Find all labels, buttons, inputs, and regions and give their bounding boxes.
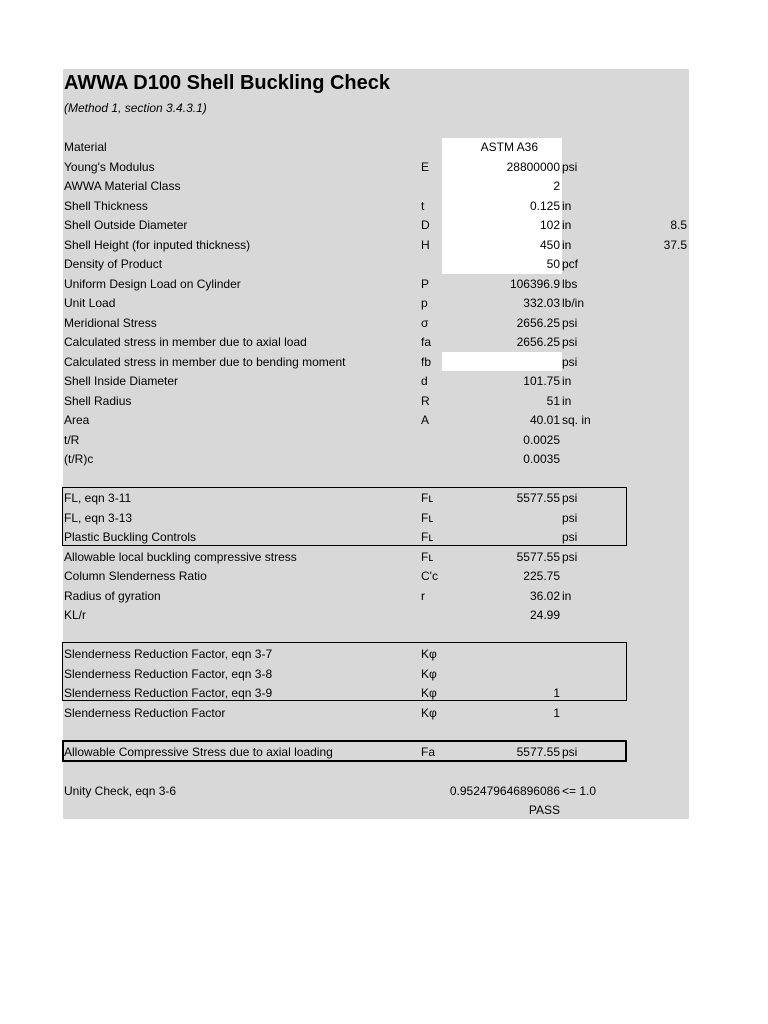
row-unit: psi	[562, 315, 578, 330]
row-symbol: r	[421, 588, 425, 603]
row-symbol: A	[421, 413, 430, 427]
table-row	[0, 372, 768, 391]
page-title: AWWA D100 Shell Buckling Check	[64, 72, 391, 94]
row-unit: psi	[562, 530, 578, 544]
row-unit: psi	[562, 510, 578, 525]
table-row	[0, 138, 768, 157]
row-unit: psi	[562, 335, 578, 349]
table-row	[0, 314, 768, 333]
row-label: Slenderness Reduction Factor, eqn 3-7	[64, 647, 273, 661]
table-row	[0, 567, 768, 586]
row-unit: psi	[562, 549, 578, 564]
row-unit: lbs	[562, 276, 578, 291]
table-row	[0, 723, 768, 742]
row-label: FL, eqn 3-11	[64, 491, 132, 505]
row-symbol: R	[421, 393, 430, 408]
row-unit: in	[562, 588, 572, 603]
row-unit: in	[562, 237, 572, 252]
table-row	[0, 450, 768, 469]
table-row	[0, 275, 768, 294]
row-label: Shell Outside Diameter	[64, 218, 188, 232]
row-label: Unit Load	[64, 296, 116, 310]
table-row	[0, 353, 768, 372]
row-label: Shell Radius	[64, 393, 132, 408]
row-label: Allowable Compressive Stress due to axial loading	[64, 744, 333, 759]
table-row	[0, 743, 768, 762]
row-label: Slenderness Reduction Factor, eqn 3-9	[64, 686, 273, 700]
row-label: Slenderness Reduction Factor	[64, 705, 226, 720]
row-value: 332.03	[523, 296, 560, 310]
table-row	[0, 431, 768, 450]
row-label: KL/r	[64, 608, 87, 622]
row-value: 1	[553, 686, 560, 700]
table-row	[0, 606, 768, 625]
table-row	[0, 782, 768, 801]
row-symbol: Fʟ	[421, 491, 434, 505]
table-row	[0, 470, 768, 489]
row-unit: in	[562, 218, 572, 232]
table-row	[0, 704, 768, 723]
row-label: FL, eqn 3-13	[64, 510, 133, 525]
row-unit: psi	[562, 159, 578, 174]
row-value: 106396.9	[509, 276, 560, 291]
row-label: Shell Thickness	[64, 198, 148, 213]
row-label: AWWA Material Class	[64, 179, 181, 193]
row-value: 102	[539, 218, 560, 232]
row-label: Radius of gyration	[64, 588, 161, 603]
row-symbol: D	[421, 218, 430, 232]
row-value: 0.0035	[523, 452, 560, 466]
row-symbol: t	[421, 198, 425, 213]
row-symbol: E	[421, 159, 430, 174]
row-symbol: C'c	[421, 569, 438, 583]
table-row	[0, 236, 768, 255]
row-unit: in	[562, 393, 572, 408]
table-row	[0, 665, 768, 684]
table-row	[0, 177, 768, 196]
row-symbol: Kφ	[421, 647, 437, 661]
row-label: Shell Height (for inputed thickness)	[64, 237, 251, 252]
row-value: 2656.25	[516, 315, 560, 330]
row-label: Material	[64, 140, 107, 154]
row-value: 40.01	[529, 413, 560, 427]
table-row	[0, 158, 768, 177]
row-value: 24.99	[529, 608, 560, 622]
row-value: 0.0025	[523, 432, 560, 447]
table-row	[0, 411, 768, 430]
row-unit: in	[562, 198, 572, 213]
row-value: 28800000	[506, 159, 560, 174]
table-row	[0, 294, 768, 313]
row-label: Slenderness Reduction Factor, eqn 3-8	[64, 666, 273, 681]
table-row	[0, 645, 768, 664]
row-value: 36.02	[529, 588, 560, 603]
row-label: Density of Product	[64, 257, 163, 271]
row-symbol: Fʟ	[421, 549, 434, 564]
row-symbol: H	[421, 237, 430, 252]
row-value: 51	[546, 393, 560, 408]
row-value: 5577.55	[516, 549, 560, 564]
row-value: 2656.25	[516, 335, 560, 349]
row-label: Young's Modulus	[64, 159, 155, 174]
table-row	[0, 489, 768, 508]
row-symbol: Fʟ	[421, 510, 434, 525]
row-label: Meridional Stress	[64, 315, 157, 330]
row-value: 0.952479646896086	[449, 783, 560, 798]
page-subtitle: (Method 1, section 3.4.3.1)	[64, 101, 207, 115]
row-label: Column Slenderness Ratio	[64, 569, 207, 583]
table-row	[0, 801, 768, 820]
table-row	[0, 762, 768, 781]
row-label: Allowable local buckling compressive stress	[64, 549, 297, 564]
row-symbol: p	[421, 296, 428, 310]
row-label: Plastic Buckling Controls	[64, 530, 197, 544]
table-row	[0, 548, 768, 567]
row-label: Calculated stress in member due to bending moment	[64, 354, 346, 369]
row-unit: <= 1.0	[562, 783, 597, 798]
row-symbol: Fʟ	[421, 530, 434, 544]
row-label: Shell Inside Diameter	[64, 374, 179, 388]
row-value: 5577.55	[516, 491, 560, 505]
row-value: 2	[553, 179, 560, 193]
table-row	[0, 509, 768, 528]
table-row	[0, 684, 768, 703]
table-row	[0, 626, 768, 645]
row-unit: lb/in	[562, 296, 585, 310]
row-value: 225.75	[523, 569, 560, 583]
row-symbol: σ	[421, 315, 429, 330]
row-symbol: d	[421, 374, 428, 388]
row-label: Unity Check, eqn 3-6	[64, 783, 177, 798]
row-symbol: fb	[421, 354, 432, 369]
table-row	[0, 528, 768, 547]
row-symbol: fa	[421, 335, 432, 349]
row-extra: 8.5	[670, 218, 687, 232]
table-row	[0, 333, 768, 352]
row-unit: psi	[562, 491, 578, 505]
row-symbol: Fa	[421, 744, 436, 759]
row-label: Uniform Design Load on Cylinder	[64, 276, 241, 291]
table-row	[0, 392, 768, 411]
row-value: 101.75	[523, 374, 560, 388]
row-value: 1	[553, 705, 560, 720]
row-value: PASS	[528, 803, 560, 817]
row-label: (t/R)c	[64, 452, 94, 466]
row-value: ASTM A36	[480, 140, 538, 154]
row-unit: psi	[562, 354, 578, 369]
row-unit: in	[562, 374, 572, 388]
row-value: 450	[539, 237, 560, 252]
row-unit: sq. in	[562, 413, 591, 427]
row-unit: pcf	[562, 257, 579, 271]
table-row	[0, 255, 768, 274]
row-extra: 37.5	[663, 237, 687, 252]
table-row	[0, 197, 768, 216]
row-symbol: Kφ	[421, 666, 437, 681]
row-symbol: P	[421, 276, 430, 291]
row-label: Area	[64, 413, 90, 427]
table-row	[0, 216, 768, 235]
row-symbol: Kφ	[421, 686, 437, 700]
row-symbol: Kφ	[421, 705, 437, 720]
row-value: 5577.55	[516, 744, 560, 759]
row-label: Calculated stress in member due to axial load	[64, 335, 307, 349]
row-unit: psi	[562, 744, 578, 759]
row-value: 0.125	[529, 198, 560, 213]
table-row	[0, 587, 768, 606]
row-value: 50	[546, 257, 560, 271]
row-label: t/R	[64, 432, 80, 447]
